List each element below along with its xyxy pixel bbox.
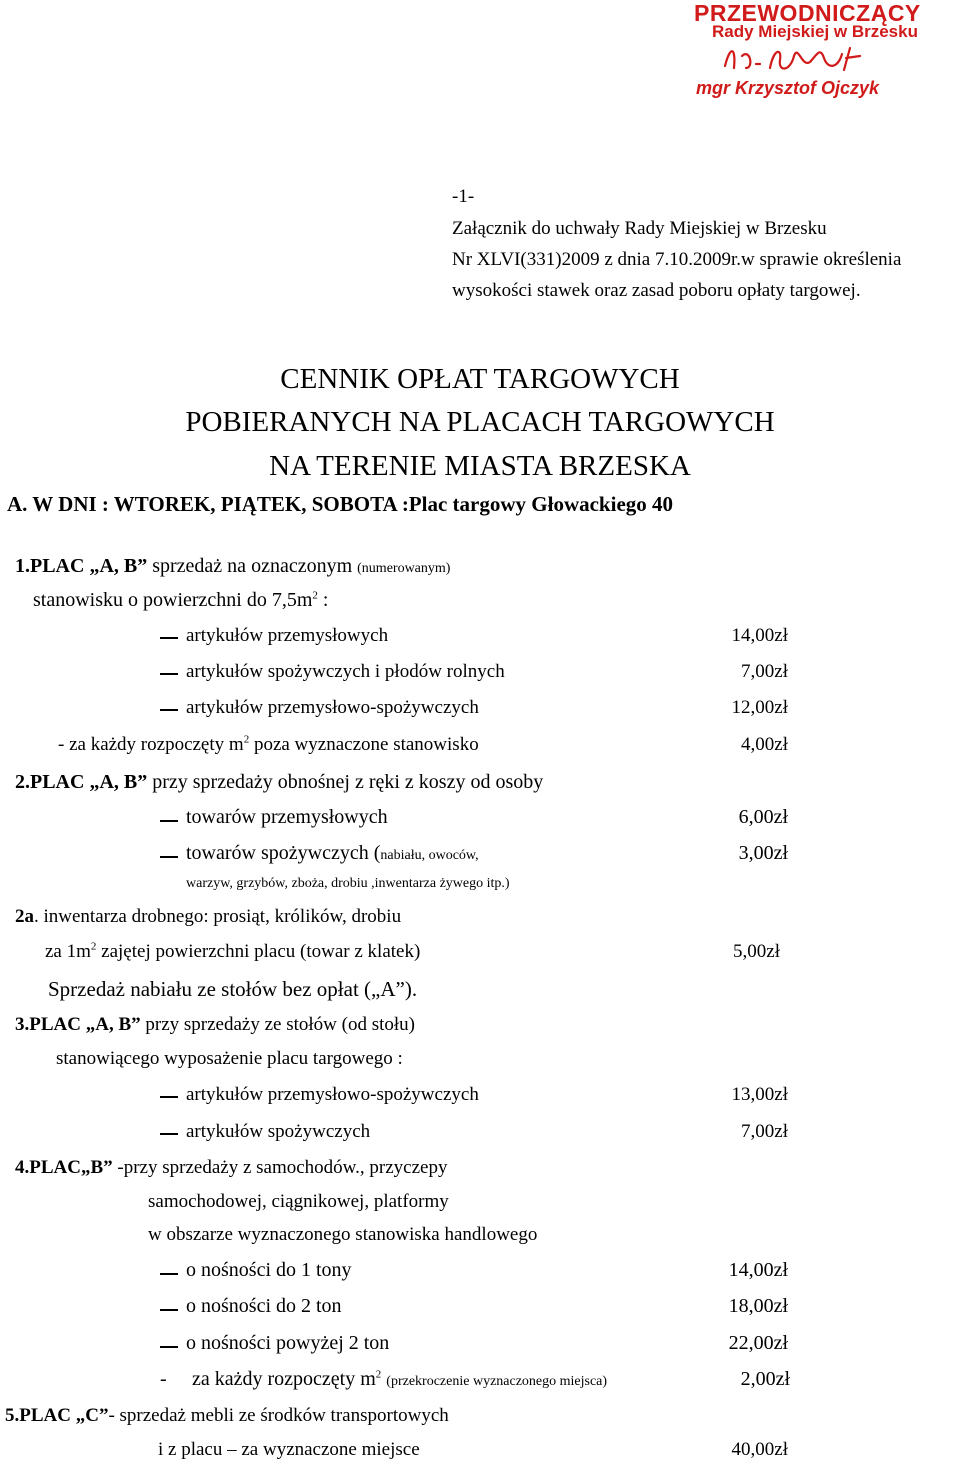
- s2-item-2-continuation: warzyw, grzybów, zboża, drobiu ,inwentarza żywego itp.): [186, 876, 510, 891]
- page-number: -1-: [452, 186, 475, 207]
- stamp-title: PRZEWODNICZĄCY: [694, 0, 921, 26]
- section-2a-heading: 2a. inwentarza drobnego: prosiąt, królików, drobiu: [15, 906, 402, 927]
- s1-item-3-price: 12,00zł: [731, 697, 788, 718]
- s4-item-1-price: 14,00zł: [728, 1259, 788, 1281]
- section-4-line-2: samochodowej, ciągnikowej, platformy: [148, 1191, 449, 1212]
- dash-icon: [160, 1096, 178, 1098]
- section-2-heading: 2.PLAC „A, B” przy sprzedaży obnośnej z ręki z koszy od osoby: [15, 771, 544, 793]
- annex-line-1: Załącznik do uchwały Rady Miejskiej w Brzesku: [452, 218, 827, 239]
- dash-icon: [160, 820, 178, 822]
- dash-icon: [160, 1309, 178, 1311]
- s3-item-1-label: artykułów przemysłowo-spożywczych: [186, 1084, 479, 1105]
- s2-item-1-label: towarów przemysłowych: [186, 806, 388, 828]
- stamp-council: Rady Miejskiej w Brzesku: [712, 22, 918, 41]
- dash-icon: [160, 1346, 178, 1348]
- market-days: A. W DNI : WTOREK, PIĄTEK, SOBOTA :Plac targowy Głowackiego 40: [7, 492, 674, 516]
- s4-item-2-label: o nośności do 2 ton: [186, 1295, 342, 1317]
- annex-line-3: wysokości stawek oraz zasad poboru opłaty targowej.: [452, 280, 861, 301]
- s1-item-3-label: artykułów przemysłowo-spożywczych: [186, 697, 479, 718]
- s1-item-1-price: 14,00zł: [731, 625, 788, 646]
- section-5-price: 40,00zł: [731, 1439, 788, 1460]
- section-1-line-2: stanowisku o powierzchni do $7,5m^2$ :: [33, 589, 329, 611]
- s4-item-2-price: 18,00zł: [728, 1295, 788, 1317]
- dash-icon: [160, 637, 178, 639]
- section-4-line-3: w obszarze wyznaczonego stanowiska handlowego: [148, 1224, 538, 1245]
- s1-extra-label: - za każdy rozpoczęty $m^2$ poza wyznaczone stanowisko: [58, 733, 479, 755]
- s4-item-3-label: o nośności powyżej 2 ton: [186, 1332, 390, 1354]
- dash-icon: [160, 1133, 178, 1135]
- section-5-heading: 5.PLAC „C”- sprzedaż mebli ze środków transportowych: [5, 1405, 449, 1426]
- annex-line-2: Nr XLVI(331)2009 z dnia 7.10.2009r.w sprawie określenia: [452, 249, 902, 270]
- title-line-3: NA TERENIE MIASTA BRZESKA: [269, 450, 691, 482]
- section-1-heading: 1.PLAC „A, B” sprzedaż na oznaczonym (numerowanym): [15, 555, 451, 577]
- handwritten-signature: [720, 38, 890, 78]
- title-line-2: POBIERANYCH NA PLACACH TARGOWYCH: [185, 406, 775, 438]
- title-line-1: CENNIK OPŁAT TARGOWYCH: [280, 363, 680, 395]
- s4-extra-price: 2,00zł: [740, 1368, 790, 1390]
- chairman-stamp: [690, 0, 958, 105]
- s2-item-1-price: 6,00zł: [738, 806, 788, 828]
- s3-item-2-label: artykułów spożywczych: [186, 1121, 371, 1142]
- dash-icon: [160, 856, 178, 858]
- s2-item-2-label: towarów spożywczych (nabiału, owoców,: [186, 842, 479, 864]
- stamp-name: mgr Krzysztof Ojczyk: [696, 78, 880, 98]
- s2-item-2-price: 3,00zł: [738, 842, 788, 864]
- section-5-line-2: i z placu – za wyznaczone miejsce: [158, 1439, 420, 1460]
- dash-icon: [160, 709, 178, 711]
- dash-icon: [160, 1273, 178, 1275]
- s1-item-2-label: artykułów spożywczych i płodów rolnych: [186, 661, 505, 682]
- s1-extra-price: 4,00zł: [741, 734, 788, 755]
- s2a-dairy-note: Sprzedaż nabiału ze stołów bez opłat („A”).: [48, 977, 418, 1001]
- s3-item-1-price: 13,00zł: [731, 1084, 788, 1105]
- s1-item-2-price: 7,00zł: [741, 661, 788, 682]
- section-3-line-2: stanowiącego wyposażenie placu targowego :: [56, 1048, 403, 1069]
- section-3-heading: 3.PLAC „A, B” przy sprzedaży ze stołów (od stołu): [15, 1014, 415, 1035]
- section-4-heading: 4.PLAC„B” -przy sprzedaży z samochodów., przyczepy: [15, 1157, 448, 1178]
- s2a-price: 5,00zł: [733, 941, 780, 962]
- s4-extra-label: za każdy rozpoczęty $m^2$ (przekroczenie wyznaczonego miejsca): [192, 1368, 608, 1390]
- s2a-line-2: za $1m^2$ zajętej powierzchni placu (towar z klatek): [45, 940, 421, 962]
- s1-item-1-label: artykułów przemysłowych: [186, 625, 389, 646]
- dash-icon: [160, 673, 178, 675]
- s4-item-3-price: 22,00zł: [728, 1332, 788, 1354]
- s4-extra-dash: -: [160, 1368, 167, 1390]
- s3-item-2-price: 7,00zł: [741, 1121, 788, 1142]
- s4-item-1-label: o nośności do 1 tony: [186, 1259, 352, 1281]
